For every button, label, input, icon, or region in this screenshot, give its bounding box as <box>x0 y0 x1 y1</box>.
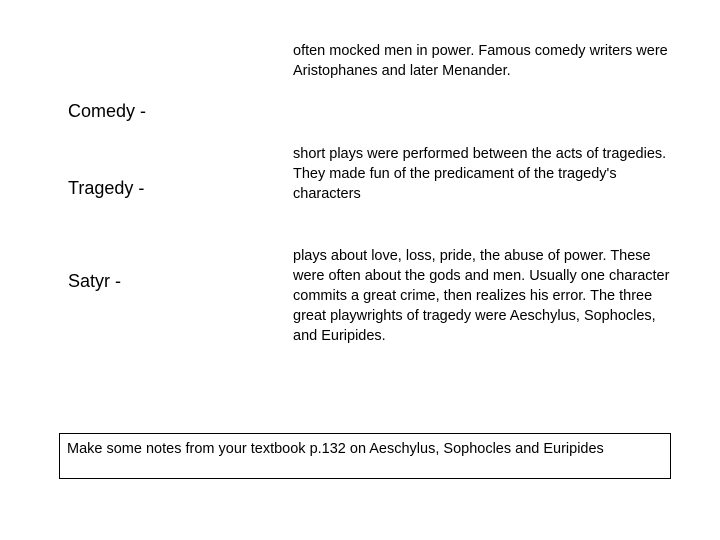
notes-prompt-box <box>59 433 671 479</box>
term-comedy: Comedy - <box>68 101 147 121</box>
term-satyr: Satyr - <box>68 271 122 291</box>
definition-text-3: plays about love, loss, pride, the abuse of power. These were often about the gods and men. Usually one character commits a great crime, then realizes his error. The three great playwrights of tragedy were Aeschylus, Sophocles, and Euripides. <box>293 248 670 344</box>
definition-text-2: short plays were performed between the acts of tragedies. They made fun of the predicament of the tragedy's characters <box>293 146 667 202</box>
definition-text-1: often mocked men in power. Famous comedy writers were Aristophanes and later Menander. <box>293 43 668 79</box>
term-tragedy: Tragedy - <box>68 178 145 198</box>
notes-prompt-text: Make some notes from your textbook p.132 on Aeschylus, Sophocles and Euripides <box>67 441 604 457</box>
